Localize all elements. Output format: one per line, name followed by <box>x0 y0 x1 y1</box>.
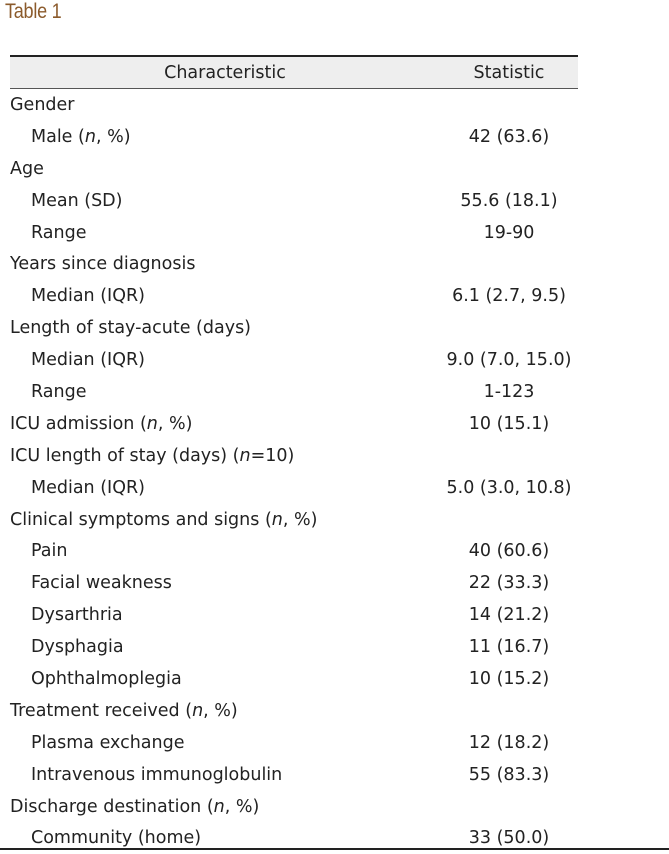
row-label: Dysphagia <box>31 637 124 658</box>
row-label: Pain <box>31 541 68 562</box>
table-row-category <box>10 791 578 823</box>
table-row-category <box>10 408 578 440</box>
row-label: Length of stay-acute (days) <box>10 318 252 339</box>
table-row-subitem <box>10 727 578 759</box>
row-statistic: 1-123 <box>483 381 535 402</box>
table-header <box>10 57 578 89</box>
row-statistic: 6.1 (2.7, 9.5) <box>452 286 566 307</box>
row-label: Community (home) <box>31 828 202 849</box>
row-statistic: 33 (50.0) <box>468 828 550 849</box>
table-body <box>10 89 578 854</box>
table-row-subitem <box>10 631 578 663</box>
row-label: Years since diagnosis <box>10 254 196 275</box>
row-label: Ophthalmoplegia <box>31 668 182 689</box>
row-statistic: 10 (15.1) <box>468 413 550 434</box>
row-label: Intravenous immunoglobulin <box>31 764 283 785</box>
table-row-subitem <box>10 344 578 376</box>
table-row-category <box>10 440 578 472</box>
header-statistic: Statistic <box>473 62 545 83</box>
row-statistic: 19-90 <box>483 222 535 243</box>
row-label: Plasma exchange <box>31 732 185 753</box>
header-characteristic: Characteristic <box>164 62 286 83</box>
table-row-subitem <box>10 185 578 217</box>
characteristics-table <box>10 55 578 854</box>
row-statistic: 12 (18.2) <box>468 732 550 753</box>
table-row-category <box>10 312 578 344</box>
row-label: Range <box>31 222 87 243</box>
table-row-category <box>10 153 578 185</box>
row-label: Median (IQR) <box>31 350 145 371</box>
row-label: Age <box>10 158 44 179</box>
row-label: Discharge destination (n, %) <box>10 796 260 817</box>
row-label: Gender <box>10 94 75 115</box>
row-label: ICU length of stay (days) (n=10) <box>10 445 295 466</box>
table-row-subitem <box>10 217 578 249</box>
table-row-subitem <box>10 567 578 599</box>
row-label: Dysarthria <box>31 605 123 626</box>
table-row-category <box>10 89 578 121</box>
table-row-subitem <box>10 280 578 312</box>
row-statistic: 55 (83.3) <box>468 764 550 785</box>
row-statistic: 55.6 (18.1) <box>460 190 558 211</box>
row-label: Clinical symptoms and signs (n, %) <box>10 509 318 530</box>
table-row-category <box>10 695 578 727</box>
row-label: Facial weakness <box>31 573 172 594</box>
row-label: Treatment received (n, %) <box>10 700 238 721</box>
table-caption: Table 1 <box>5 0 62 23</box>
table-row-category <box>10 504 578 536</box>
row-statistic: 42 (63.6) <box>468 126 550 147</box>
table-row-subitem <box>10 472 578 504</box>
table-row-category <box>10 248 578 280</box>
table-row-subitem <box>10 663 578 695</box>
table-row-subitem <box>10 121 578 153</box>
row-statistic: 22 (33.3) <box>468 573 550 594</box>
row-statistic: 40 (60.6) <box>468 541 550 562</box>
row-statistic: 9.0 (7.0, 15.0) <box>446 350 572 371</box>
row-label: Range <box>31 381 87 402</box>
row-label: Median (IQR) <box>31 477 145 498</box>
row-statistic: 10 (15.2) <box>468 668 550 689</box>
row-statistic: 14 (21.2) <box>468 605 550 626</box>
row-label: Median (IQR) <box>31 286 145 307</box>
table-row-subitem <box>10 535 578 567</box>
row-statistic: 11 (16.7) <box>468 637 550 658</box>
table-row-subitem <box>10 376 578 408</box>
table-row-subitem <box>10 759 578 791</box>
row-statistic: 5.0 (3.0, 10.8) <box>446 477 572 498</box>
row-label: ICU admission (n, %) <box>10 413 193 434</box>
row-label: Mean (SD) <box>31 190 123 211</box>
row-label: Male (n, %) <box>31 126 131 147</box>
table-row-subitem <box>10 599 578 631</box>
